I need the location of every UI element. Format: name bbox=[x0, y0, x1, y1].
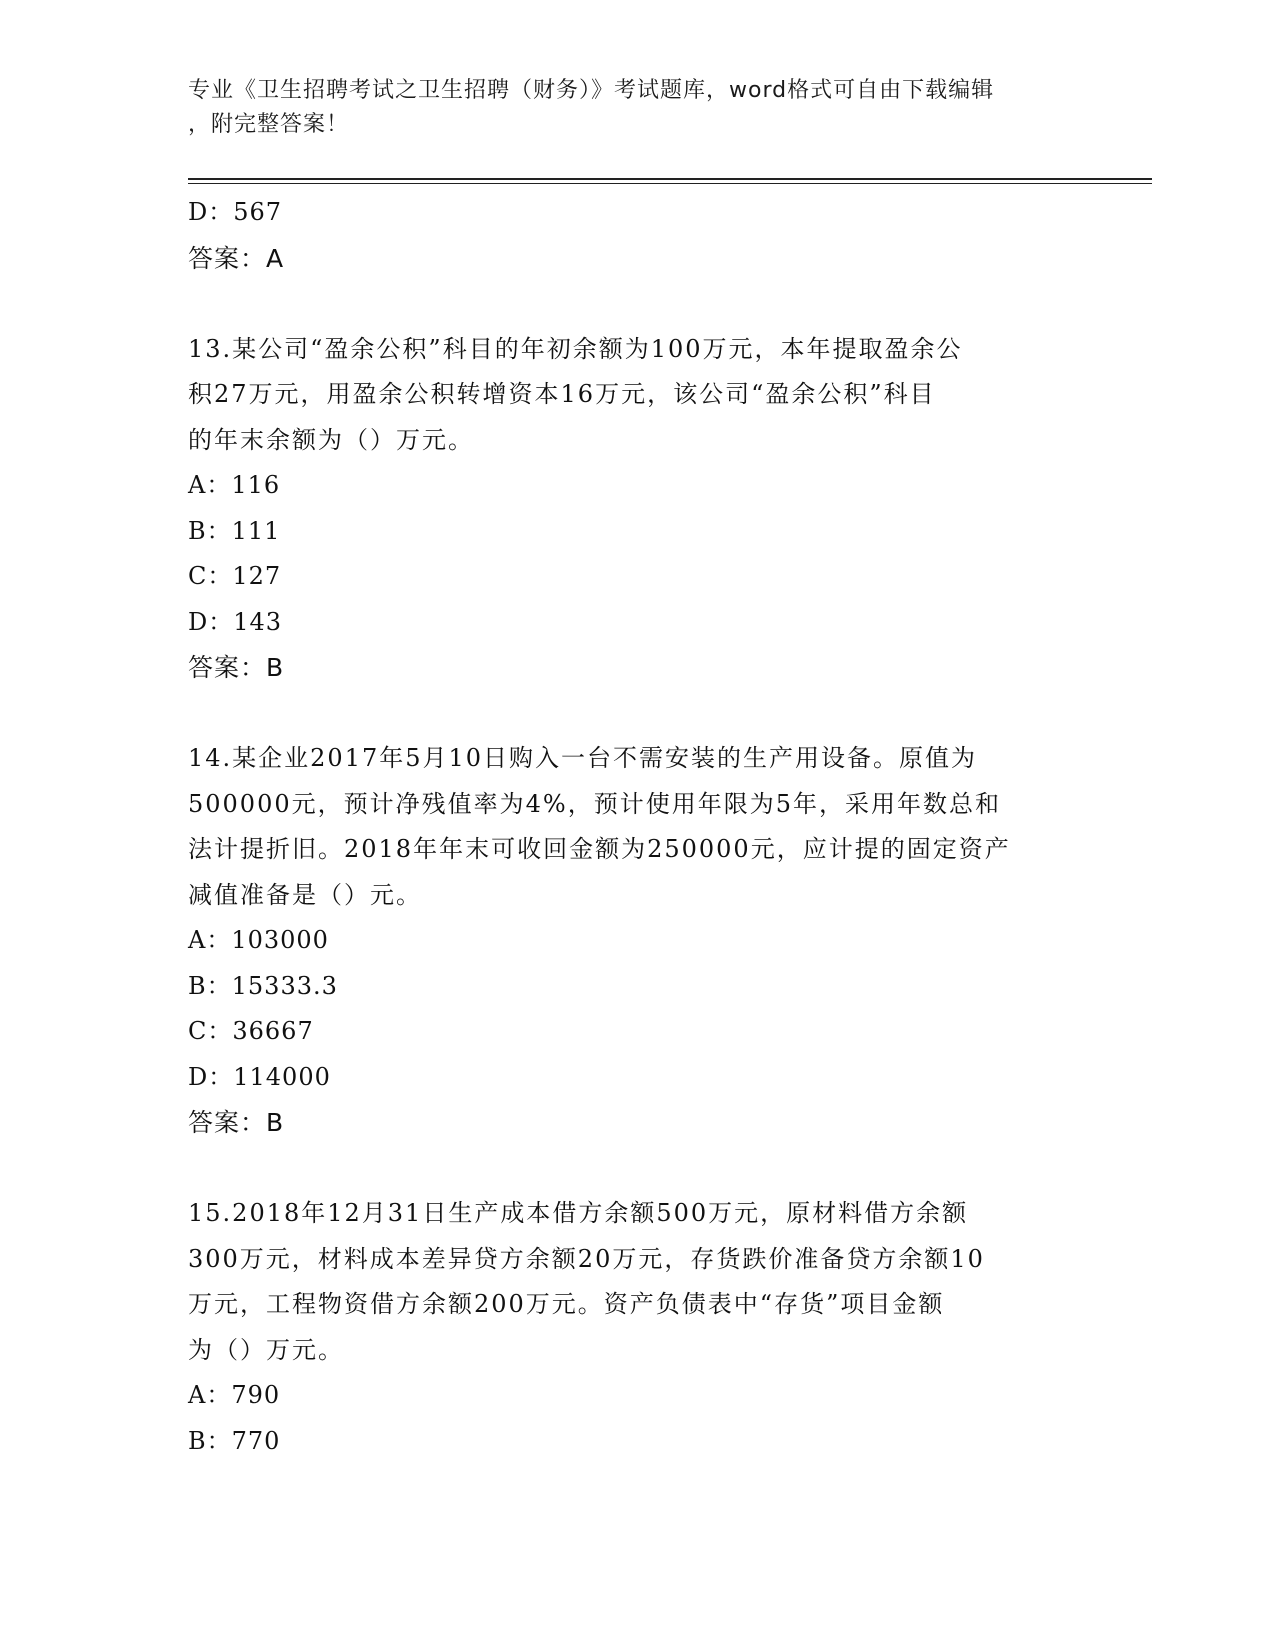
question-text-line: 万元，工程物资借方余额200万元。资产负债表中“存货”项目金额 bbox=[188, 1290, 945, 1318]
option-b: B：15333.3 bbox=[188, 971, 338, 1000]
question-text-line: 14.某企业2017年5月10日购入一台不需安装的生产用设备。原值为 bbox=[188, 744, 978, 772]
question-text-line: 15.2018年12月31日生产成本借方余额500万元，原材料借方余额 bbox=[188, 1199, 969, 1227]
option-a: A：790 bbox=[188, 1381, 281, 1409]
header-rule-top bbox=[188, 178, 1152, 180]
question-text-line: 法计提折旧。2018年年末可收回金额为250000元，应计提的固定资产 bbox=[188, 835, 1011, 863]
document-header bbox=[188, 74, 1068, 142]
document-body bbox=[188, 190, 1088, 1464]
question-15 bbox=[188, 1191, 1088, 1464]
question-text-line: 300万元，材料成本差异贷方余额20万元，存货跌价准备贷方余额10 bbox=[188, 1244, 985, 1273]
header-line-1: 专业《卫生招聘考试之卫生招聘（财务）》考试题库，word格式可自由下载编辑 bbox=[188, 78, 995, 103]
answer: 答案：B bbox=[188, 653, 285, 682]
option-b: B：111 bbox=[188, 516, 281, 545]
option-c: C：36667 bbox=[188, 1017, 314, 1045]
header-line-2: ，附完整答案！ bbox=[188, 112, 350, 137]
option-d: D：567 bbox=[188, 198, 283, 226]
question-text-line: 积27万元，用盈余公积转增资本16万元，该公司“盈余公积”科目 bbox=[188, 380, 936, 408]
option-d: D：114000 bbox=[188, 1062, 331, 1091]
option-c: C：127 bbox=[188, 562, 282, 590]
option-a: A：103000 bbox=[188, 926, 329, 954]
answer: 答案：B bbox=[188, 1108, 285, 1137]
answer: 答案：A bbox=[188, 243, 285, 273]
previous-question-tail bbox=[188, 190, 1088, 281]
option-a: A：116 bbox=[188, 471, 281, 499]
question-14 bbox=[188, 736, 1088, 1146]
question-text-line: 为（）万元。 bbox=[188, 1335, 344, 1364]
question-text-line: 13.某公司“盈余公积”科目的年初余额为100万元，本年提取盈余公 bbox=[188, 334, 963, 363]
question-text-line: 500000元，预计净残值率为4%，预计使用年限为5年，采用年数总和 bbox=[188, 789, 1001, 818]
option-b: B：770 bbox=[188, 1426, 281, 1455]
question-text-line: 减值准备是（）元。 bbox=[188, 880, 422, 909]
header-rule-bottom bbox=[188, 183, 1152, 184]
question-13 bbox=[188, 327, 1088, 691]
option-d: D：143 bbox=[188, 607, 283, 636]
question-text-line: 的年末余额为（）万元。 bbox=[188, 425, 474, 454]
